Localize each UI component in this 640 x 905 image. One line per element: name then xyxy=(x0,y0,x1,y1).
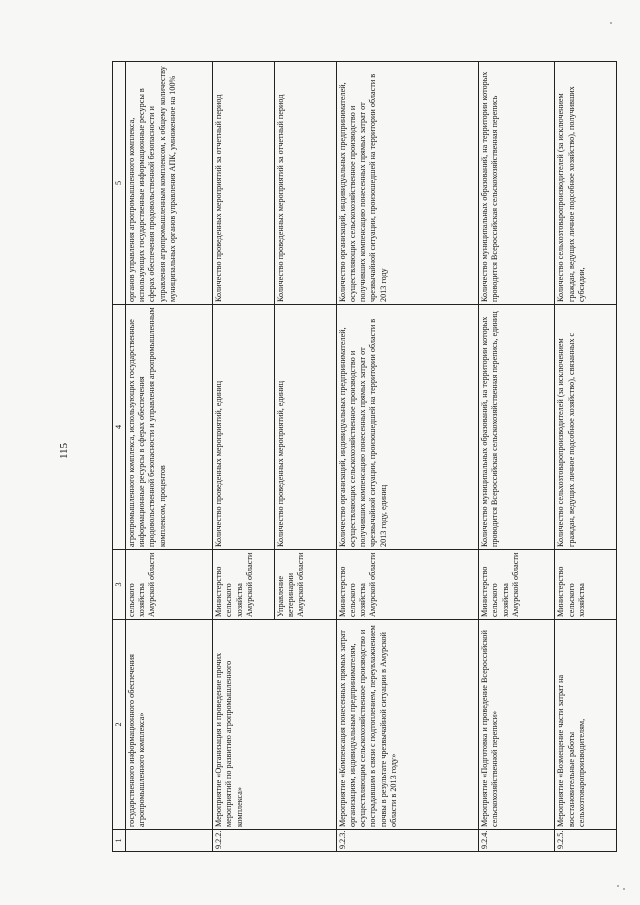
table-row xyxy=(336,62,478,852)
indicator: Количество проведенных мероприятий, единиц xyxy=(274,305,336,550)
indicator: Количество муниципальных образований, на территории которых проводится Всероссийская сельскохозяйственная перепись, единиц xyxy=(478,305,554,550)
table-row xyxy=(555,62,617,852)
executor: Министерство сельского хозяйства Амурской области xyxy=(336,550,478,620)
measure-name: Мероприятие «Возмещение части затрат на восстановительные работы сельхозтоваропроизводителям, xyxy=(555,620,617,830)
executor: сельского хозяйства Амурской области xyxy=(125,550,212,620)
calculation-method: Количество сельхозтоваропроизводителей (за исключением граждан, ведущих личное подсобное хозяйство), получивших субсидии, xyxy=(555,62,617,305)
header-col-2: 2 xyxy=(113,620,126,830)
indicator: Количество проведенных мероприятий, единиц xyxy=(213,305,275,550)
header-col-1: 1 xyxy=(113,830,126,852)
indicators-table xyxy=(112,61,617,852)
table-row xyxy=(125,62,212,852)
scan-speck xyxy=(623,888,625,890)
indicator: Количество организаций, индивидуальных предпринимателей, осуществляющих сельскохозяйственное производство и получивших компенсацию понесенных прямых затрат от чрезвычайной ситуации, произошедшей на территории области в 2013 году, единиц xyxy=(336,305,478,550)
row-number xyxy=(125,830,212,852)
header-col-5: 5 xyxy=(113,62,126,305)
row-number: 9.2.4. xyxy=(478,830,554,852)
measure-name: государственного информационного обеспечения агропромышленного комплекса» xyxy=(125,620,212,830)
row-number: 9.2.3. xyxy=(336,830,478,852)
row-number: 9.2.5. xyxy=(555,830,617,852)
measure-name: Мероприятие «Компенсация понесенных прямых затрат организациям, индивидуальным предпринимателям, осуществляющим сельскохозяйственное производство и пострадавшим в связи с подтоплением, переувлажнением почвы в результате чрезвычайной ситуации в Амурской области в 2013 году» xyxy=(336,620,478,830)
header-row xyxy=(113,62,126,852)
executor: Министерство сельского хозяйства Амурской области xyxy=(213,550,275,620)
calculation-method: органов управления агропромышленного комплекса, использующих государственные информационные ресурсы в сферах обеспечения продовольственной безопасности и управления агропромышленным комплексом, к общему количеству муниципальных органов управления АПК, умноженное на 100% xyxy=(125,62,212,305)
rotated-table-container xyxy=(112,62,617,852)
header-col-4: 4 xyxy=(113,305,126,550)
scan-speck xyxy=(610,22,612,24)
header-col-3: 3 xyxy=(113,550,126,620)
calculation-method: Количество муниципальных образований, на территории которых проводится Всероссийская сельскохозяйственная перепись xyxy=(478,62,554,305)
executor: Министерство сельского хозяйства xyxy=(555,550,617,620)
measure-name: Мероприятие «Подготовка и проведение Всероссийской сельскохозяйственной переписи» xyxy=(478,620,554,830)
indicator: агропромышленного комплекса, использующих государственные информационные ресурсы в сферах обеспечения продовольственной безопасности и управления агропромышленным комплексом, процентов xyxy=(125,305,212,550)
calculation-method: Количество организаций, индивидуальных предпринимателей, осуществляющих сельскохозяйственное производство и получивших компенсацию понесенных прямых затрат от чрезвычайной ситуации, произошедшей на территории области в 2013 году xyxy=(336,62,478,305)
calculation-method: Количество проведенных мероприятий за отчетный период xyxy=(213,62,275,305)
scan-speck xyxy=(617,885,619,887)
calculation-method: Количество проведенных мероприятий за отчетный период xyxy=(274,62,336,305)
table-row xyxy=(213,62,275,852)
page-number: 115 xyxy=(58,442,71,460)
row-number: 9.2.2. xyxy=(213,830,336,852)
table-row xyxy=(478,62,554,852)
executor: Министерство сельского хозяйства Амурской области xyxy=(478,550,554,620)
executor: Управление ветеринарии Амурской области xyxy=(274,550,336,620)
measure-name: Мероприятие «Организация и проведение прочих мероприятий по развитию агропромышленного комплекса» xyxy=(213,620,336,830)
indicator: Количество сельхозтоваропроизводителей (за исключением граждан, ведущих личное подсобное хозяйство), связанных с xyxy=(555,305,617,550)
